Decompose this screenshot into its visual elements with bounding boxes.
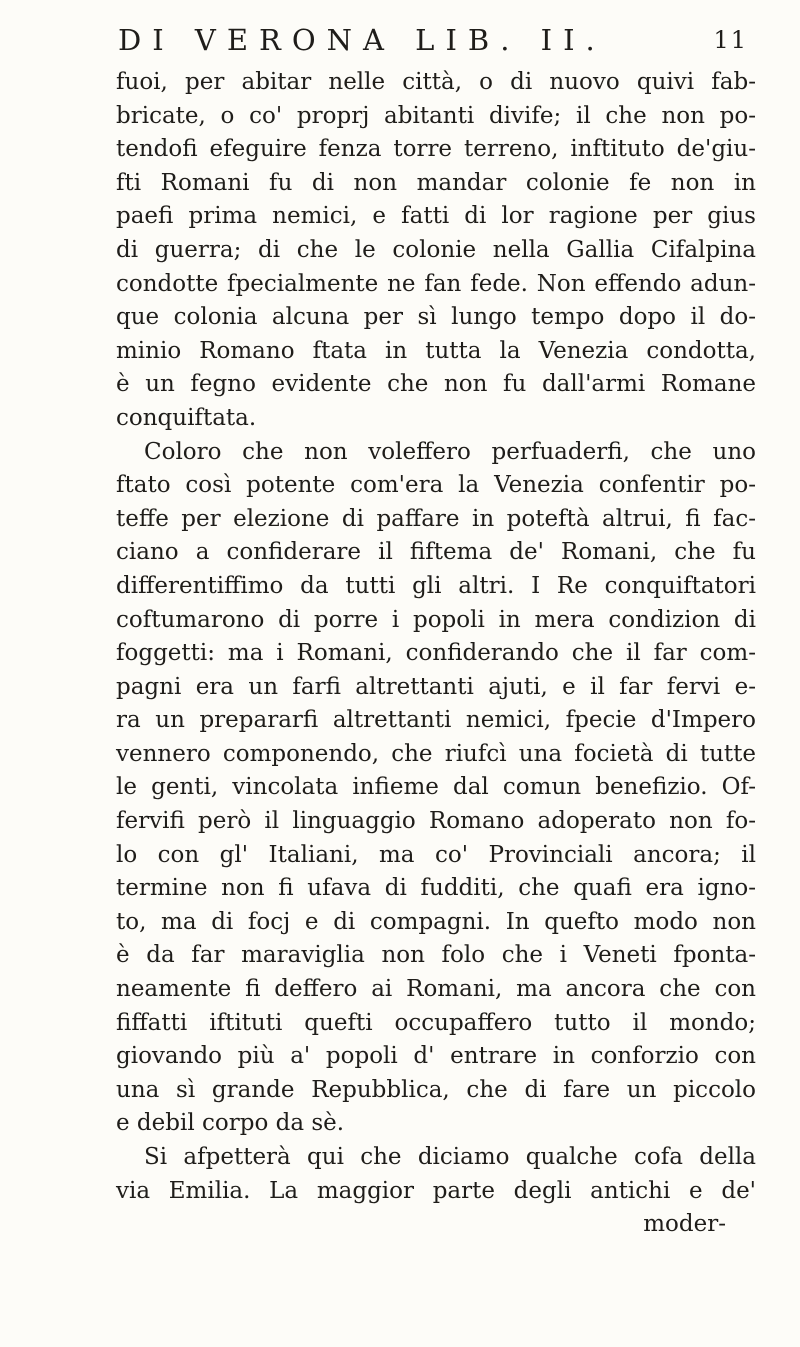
- text-line: una sì grande Repubblica, che di fare un piccolo: [116, 1076, 756, 1103]
- text-line: via Emilia. La maggior parte degli antichi e de': [116, 1177, 756, 1204]
- text-line: que colonia alcuna per sì lungo tempo dopo il do-: [116, 304, 756, 331]
- text-line: è un fegno evidente che non fu dall'armi Romane: [116, 371, 756, 398]
- text-line: pagni era un farfi altrettanti ajuti, e il far fervi e-: [116, 673, 756, 700]
- text-line: ftato così potente com'era la Venezia confentir po-: [116, 472, 756, 499]
- text-line: termine non fi ufava di fudditi, che quafi era igno-: [116, 875, 756, 902]
- text-line: è da far maraviglia non folo che i Veneti fponta-: [116, 942, 756, 969]
- text-line: Coloro che non voleffero perfuaderfi, che uno: [144, 438, 756, 465]
- text-line: tendofi efeguire fenza torre terreno, inftituto de'giu-: [116, 136, 756, 163]
- text-line: foggetti: ma i Romani, confiderando che il far com-: [116, 640, 756, 667]
- text-line: le genti, vincolata infieme dal comun benefizio. Of-: [116, 774, 756, 801]
- text-line: di guerra; di che le colonie nella Gallia Cifalpina: [116, 236, 756, 263]
- text-line: vennero componendo, che riufcì una focietà di tutte: [116, 740, 756, 767]
- text-line: fiffatti iftituti quefti occupaffero tutto il mondo;: [116, 1009, 756, 1036]
- page-header: [118, 18, 748, 62]
- text-line: fti Romani fu di non mandar colonie fe non in: [116, 169, 756, 196]
- text-line: moder-: [643, 1211, 726, 1238]
- text-line: neamente fi deffero ai Romani, ma ancora che con: [116, 976, 756, 1003]
- text-line: minio Romano ftata in tutta la Venezia condotta,: [116, 337, 756, 364]
- text-line: ra un prepararfi altrettanti nemici, fpecie d'Impero: [116, 707, 756, 734]
- body-text: [116, 66, 756, 1242]
- running-head: DI VERONA LIB. II.: [118, 23, 606, 57]
- page-number: 11: [713, 26, 748, 54]
- text-line: Si afpetterà qui che diciamo qualche cofa della: [144, 1144, 756, 1170]
- text-line: ciano a confiderare il fiftema de' Romani, che fu: [116, 539, 756, 566]
- text-line: bricate, o co' proprj abitanti divife; il che non po-: [116, 102, 756, 129]
- text-line: lo con gl' Italiani, ma co' Provinciali ancora; il: [116, 841, 756, 868]
- text-line: giovando più a' popoli d' entrare in conforzio con: [116, 1043, 756, 1070]
- text-line: e debil corpo da sè.: [116, 1110, 345, 1137]
- text-line: condotte fpecialmente ne fan fede. Non effendo adun-: [116, 270, 756, 297]
- text-line: fervifi però il linguaggio Romano adoperato non fo-: [116, 808, 756, 835]
- text-line: fuoi, per abitar nelle città, o di nuovo quivi fab-: [116, 69, 756, 95]
- text-line: coftumarono di porre i popoli in mera condizion di: [116, 606, 756, 633]
- text-line: conquiftata.: [116, 404, 257, 431]
- text-line: differentiffimo da tutti gli altri. I Re conquiftatori: [116, 572, 756, 599]
- text-line: paefi prima nemici, e fatti di lor ragione per gius: [116, 203, 756, 230]
- text-line: teffe per elezione di paffare in poteftà altrui, fi fac-: [116, 505, 756, 532]
- text-line: to, ma di focj e di compagni. In quefto modo non: [116, 908, 756, 935]
